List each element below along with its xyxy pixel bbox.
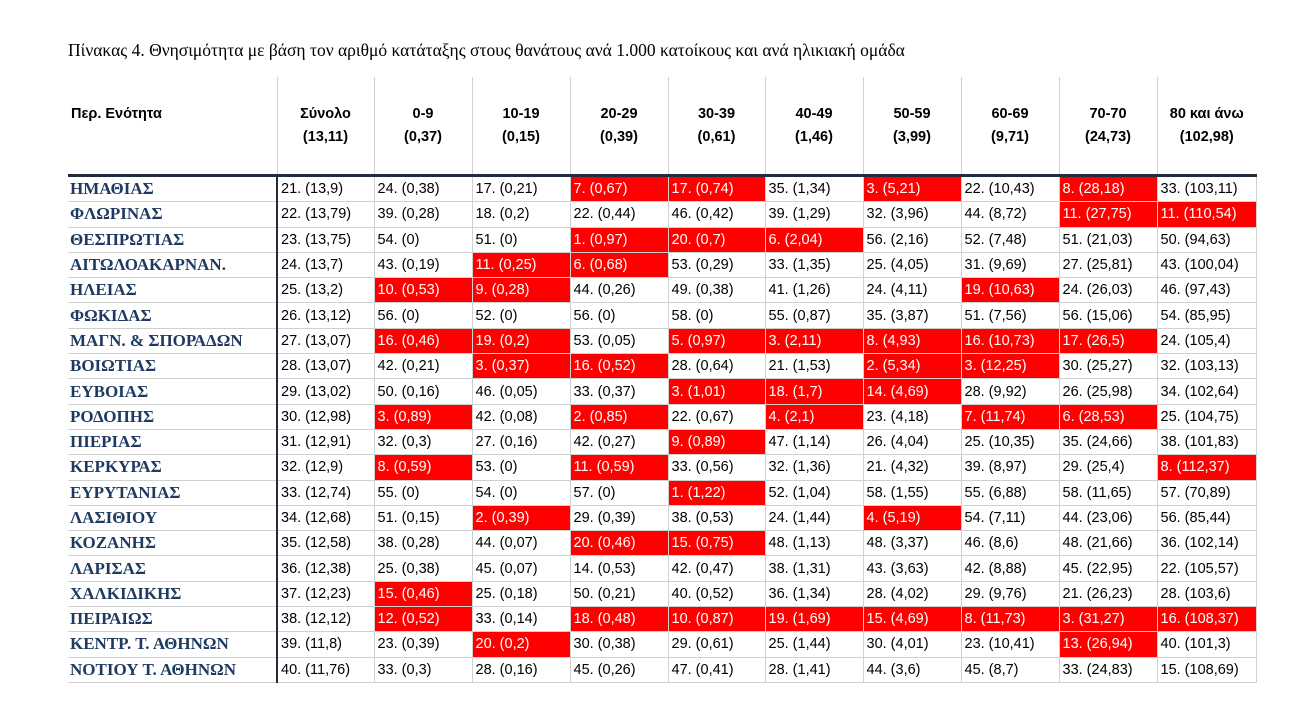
rank-cell: 22. (13,79) <box>277 202 374 227</box>
column-header-average: (3,99) <box>893 128 931 145</box>
rank-cell: 28. (4,02) <box>863 581 961 606</box>
rank-cell: 11. (0,59) <box>570 455 668 480</box>
table-row <box>68 303 1256 328</box>
region-name: ΚΕΡΚΥΡΑΣ <box>68 455 277 480</box>
region-name: ΦΩΚΙΔΑΣ <box>68 303 277 328</box>
rank-cell: 21. (1,53) <box>765 354 863 379</box>
rank-cell: 6. (28,53) <box>1059 404 1157 429</box>
rank-cell: 21. (26,23) <box>1059 581 1157 606</box>
rank-cell: 2. (5,34) <box>863 354 961 379</box>
rank-cell: 15. (4,69) <box>863 607 961 632</box>
rank-cell: 43. (100,04) <box>1157 252 1256 277</box>
rank-cell: 46. (0,05) <box>472 379 570 404</box>
region-name: ΚΕΝΤΡ. Τ. ΑΘΗΝΩΝ <box>68 632 277 657</box>
rank-cell: 22. (0,67) <box>668 404 765 429</box>
rank-cell: 34. (12,68) <box>277 505 374 530</box>
rank-cell: 17. (0,74) <box>668 176 765 202</box>
rank-cell: 21. (4,32) <box>863 455 961 480</box>
table-caption: Πίνακας 4. Θνησιμότητα με βάση τον αριθμό κατάταξης στους θανάτους ανά 1.000 κατοίκους και ανά ηλικιακή ομάδα <box>68 40 905 60</box>
region-name: ΑΙΤΩΛΟΑΚΑΡΝΑΝ. <box>68 252 277 277</box>
rank-cell: 3. (5,21) <box>863 176 961 202</box>
rank-cell: 58. (11,65) <box>1059 480 1157 505</box>
rank-cell: 15. (108,69) <box>1157 657 1256 682</box>
rank-cell: 29. (13,02) <box>277 379 374 404</box>
rank-cell: 15. (0,75) <box>668 531 765 556</box>
rank-cell: 20. (0,2) <box>472 632 570 657</box>
rank-cell: 51. (0) <box>472 227 570 252</box>
rank-cell: 7. (11,74) <box>961 404 1059 429</box>
rank-cell: 12. (0,52) <box>374 607 472 632</box>
region-name: ΚΟΖΑΝΗΣ <box>68 531 277 556</box>
rank-cell: 38. (101,83) <box>1157 429 1256 454</box>
rank-cell: 8. (0,59) <box>374 455 472 480</box>
rank-cell: 3. (12,25) <box>961 354 1059 379</box>
rank-cell: 38. (1,31) <box>765 556 863 581</box>
rank-cell: 1. (1,22) <box>668 480 765 505</box>
rank-cell: 58. (1,55) <box>863 480 961 505</box>
rank-cell: 23. (13,75) <box>277 227 374 252</box>
column-header-label: Σύνολο <box>300 105 351 122</box>
table-row <box>68 455 1256 480</box>
region-name: ΛΑΣΙΘΙΟΥ <box>68 505 277 530</box>
rank-cell: 38. (0,28) <box>374 531 472 556</box>
column-header-label: 70-70 <box>1089 105 1127 122</box>
rank-cell: 53. (0,05) <box>570 328 668 353</box>
rank-cell: 3. (31,27) <box>1059 607 1157 632</box>
rank-cell: 24. (105,4) <box>1157 328 1256 353</box>
region-name: ΡΟΔΟΠΗΣ <box>68 404 277 429</box>
rank-cell: 23. (4,18) <box>863 404 961 429</box>
rank-cell: 35. (1,34) <box>765 176 863 202</box>
rank-cell: 36. (102,14) <box>1157 531 1256 556</box>
rank-cell: 9. (0,89) <box>668 429 765 454</box>
rank-cell: 6. (2,04) <box>765 227 863 252</box>
region-name: ΕΥΒΟΙΑΣ <box>68 379 277 404</box>
table-row <box>68 632 1256 657</box>
table-row <box>68 278 1256 303</box>
column-header-label: 40-49 <box>795 105 833 122</box>
rank-cell: 24. (13,7) <box>277 252 374 277</box>
rank-cell: 2. (0,39) <box>472 505 570 530</box>
rank-cell: 48. (21,66) <box>1059 531 1157 556</box>
rank-cell: 28. (1,41) <box>765 657 863 682</box>
table-row <box>68 429 1256 454</box>
rank-cell: 55. (0,87) <box>765 303 863 328</box>
rank-cell: 26. (13,12) <box>277 303 374 328</box>
rank-cell: 18. (0,2) <box>472 202 570 227</box>
table-row <box>68 404 1256 429</box>
rank-cell: 5. (0,97) <box>668 328 765 353</box>
rank-cell: 39. (8,97) <box>961 455 1059 480</box>
rank-cell: 48. (1,13) <box>765 531 863 556</box>
column-header-label: 30-39 <box>697 105 736 122</box>
rank-cell: 13. (26,94) <box>1059 632 1157 657</box>
column-header-label: 0-9 <box>412 105 434 122</box>
rank-cell: 9. (0,28) <box>472 278 570 303</box>
rank-cell: 48. (3,37) <box>863 531 961 556</box>
rank-cell: 24. (4,11) <box>863 278 961 303</box>
column-header <box>668 77 765 176</box>
rank-cell: 8. (28,18) <box>1059 176 1157 202</box>
column-header-average: (0,15) <box>502 128 540 145</box>
rank-cell: 20. (0,7) <box>668 227 765 252</box>
rank-cell: 50. (0,21) <box>570 581 668 606</box>
region-name: ΗΛΕΙΑΣ <box>68 278 277 303</box>
region-name: ΧΑΛΚΙΔΙΚΗΣ <box>68 581 277 606</box>
rank-cell: 11. (0,25) <box>472 252 570 277</box>
rank-cell: 11. (110,54) <box>1157 202 1256 227</box>
region-name: ΝΟΤΙΟΥ Τ. ΑΘΗΝΩΝ <box>68 657 277 682</box>
rank-cell: 34. (102,64) <box>1157 379 1256 404</box>
rank-cell: 29. (0,61) <box>668 632 765 657</box>
rank-cell: 22. (105,57) <box>1157 556 1256 581</box>
rank-cell: 6. (0,68) <box>570 252 668 277</box>
region-name: ΦΛΩΡΙΝΑΣ <box>68 202 277 227</box>
rank-cell: 39. (0,28) <box>374 202 472 227</box>
column-header-average: (9,71) <box>991 128 1029 145</box>
rank-cell: 29. (9,76) <box>961 581 1059 606</box>
rank-cell: 25. (13,2) <box>277 278 374 303</box>
rank-cell: 45. (0,07) <box>472 556 570 581</box>
rank-cell: 11. (27,75) <box>1059 202 1157 227</box>
column-header <box>961 77 1059 176</box>
rank-cell: 25. (0,38) <box>374 556 472 581</box>
rank-cell: 45. (22,95) <box>1059 556 1157 581</box>
rank-cell: 28. (103,6) <box>1157 581 1256 606</box>
rank-cell: 33. (0,37) <box>570 379 668 404</box>
rank-cell: 42. (0,08) <box>472 404 570 429</box>
column-header-label: 50-59 <box>893 105 931 122</box>
rank-cell: 32. (12,9) <box>277 455 374 480</box>
rank-cell: 54. (0) <box>472 480 570 505</box>
rank-cell: 25. (4,05) <box>863 252 961 277</box>
column-header-average: (0,37) <box>404 128 442 145</box>
rank-cell: 8. (4,93) <box>863 328 961 353</box>
rank-cell: 56. (0) <box>374 303 472 328</box>
table-row <box>68 505 1256 530</box>
rank-cell: 28. (0,16) <box>472 657 570 682</box>
rank-cell: 33. (103,11) <box>1157 176 1256 202</box>
rank-cell: 44. (0,26) <box>570 278 668 303</box>
rank-cell: 56. (0) <box>570 303 668 328</box>
rank-cell: 15. (0,46) <box>374 581 472 606</box>
rank-cell: 47. (0,41) <box>668 657 765 682</box>
rank-cell: 21. (13,9) <box>277 176 374 202</box>
rank-cell: 40. (11,76) <box>277 657 374 682</box>
column-header-average: (13,11) <box>302 128 349 145</box>
rank-cell: 27. (25,81) <box>1059 252 1157 277</box>
rank-cell: 30. (4,01) <box>863 632 961 657</box>
rank-cell: 28. (13,07) <box>277 354 374 379</box>
rank-cell: 25. (10,35) <box>961 429 1059 454</box>
rank-cell: 3. (2,11) <box>765 328 863 353</box>
rank-cell: 45. (8,7) <box>961 657 1059 682</box>
region-name: ΜΑΓΝ. & ΣΠΟΡΑΔΩΝ <box>68 328 277 353</box>
rank-cell: 33. (24,83) <box>1059 657 1157 682</box>
rank-cell: 16. (0,46) <box>374 328 472 353</box>
rank-cell: 54. (0) <box>374 227 472 252</box>
rank-cell: 19. (10,63) <box>961 278 1059 303</box>
rank-cell: 30. (0,38) <box>570 632 668 657</box>
rank-cell: 46. (97,43) <box>1157 278 1256 303</box>
rank-cell: 55. (6,88) <box>961 480 1059 505</box>
rank-cell: 30. (25,27) <box>1059 354 1157 379</box>
table-row <box>68 556 1256 581</box>
column-header-label: 60-69 <box>991 105 1029 122</box>
rank-cell: 16. (10,73) <box>961 328 1059 353</box>
rank-cell: 55. (0) <box>374 480 472 505</box>
rank-cell: 33. (0,14) <box>472 607 570 632</box>
rank-cell: 17. (0,21) <box>472 176 570 202</box>
rank-cell: 28. (9,92) <box>961 379 1059 404</box>
rank-cell: 43. (3,63) <box>863 556 961 581</box>
rank-cell: 39. (11,8) <box>277 632 374 657</box>
rank-cell: 37. (12,23) <box>277 581 374 606</box>
rank-cell: 22. (0,44) <box>570 202 668 227</box>
rank-cell: 22. (10,43) <box>961 176 1059 202</box>
rank-cell: 53. (0,29) <box>668 252 765 277</box>
column-header <box>1059 77 1157 176</box>
rank-cell: 56. (85,44) <box>1157 505 1256 530</box>
rank-cell: 56. (15,06) <box>1059 303 1157 328</box>
rank-cell: 23. (0,39) <box>374 632 472 657</box>
rank-cell: 19. (0,2) <box>472 328 570 353</box>
rank-cell: 32. (1,36) <box>765 455 863 480</box>
rank-cell: 3. (0,89) <box>374 404 472 429</box>
column-header-average: (1,46) <box>795 128 833 145</box>
column-header-average: (102,98) <box>1179 128 1234 145</box>
table-row <box>68 581 1256 606</box>
region-name: ΛΑΡΙΣΑΣ <box>68 556 277 581</box>
rank-cell: 44. (0,07) <box>472 531 570 556</box>
column-header <box>374 77 472 176</box>
rank-cell: 18. (1,7) <box>765 379 863 404</box>
table-body <box>68 176 1256 683</box>
table-row <box>68 328 1256 353</box>
region-name: ΒΟΙΩΤΙΑΣ <box>68 354 277 379</box>
region-name: ΠΕΙΡΑΙΩΣ <box>68 607 277 632</box>
column-header-average: (24,73) <box>1085 128 1131 145</box>
rank-cell: 57. (0) <box>570 480 668 505</box>
table-row <box>68 202 1256 227</box>
column-header-average: (0,39) <box>600 128 638 145</box>
table-row <box>68 354 1256 379</box>
rank-cell: 4. (2,1) <box>765 404 863 429</box>
rank-cell: 18. (0,48) <box>570 607 668 632</box>
rank-cell: 40. (0,52) <box>668 581 765 606</box>
rank-cell: 20. (0,46) <box>570 531 668 556</box>
rank-cell: 42. (8,88) <box>961 556 1059 581</box>
rank-cell: 49. (0,38) <box>668 278 765 303</box>
rank-cell: 50. (94,63) <box>1157 227 1256 252</box>
rank-cell: 8. (112,37) <box>1157 455 1256 480</box>
rank-cell: 33. (1,35) <box>765 252 863 277</box>
rank-cell: 2. (0,85) <box>570 404 668 429</box>
column-header-label: 20-29 <box>600 105 638 122</box>
rank-cell: 58. (0) <box>668 303 765 328</box>
rank-cell: 30. (12,98) <box>277 404 374 429</box>
rank-cell: 10. (0,87) <box>668 607 765 632</box>
rank-cell: 47. (1,14) <box>765 429 863 454</box>
rank-cell: 42. (0,21) <box>374 354 472 379</box>
region-name: ΗΜΑΘΙΑΣ <box>68 176 277 202</box>
mortality-table <box>68 77 1257 683</box>
rank-cell: 14. (0,53) <box>570 556 668 581</box>
table-row <box>68 379 1256 404</box>
rank-cell: 36. (12,38) <box>277 556 374 581</box>
rank-cell: 35. (12,58) <box>277 531 374 556</box>
rank-cell: 43. (0,19) <box>374 252 472 277</box>
rank-cell: 32. (0,3) <box>374 429 472 454</box>
rank-cell: 28. (0,64) <box>668 354 765 379</box>
rank-cell: 35. (3,87) <box>863 303 961 328</box>
rank-cell: 56. (2,16) <box>863 227 961 252</box>
rank-cell: 4. (5,19) <box>863 505 961 530</box>
rank-cell: 33. (0,56) <box>668 455 765 480</box>
rank-cell: 29. (0,39) <box>570 505 668 530</box>
rank-cell: 39. (1,29) <box>765 202 863 227</box>
rank-cell: 36. (1,34) <box>765 581 863 606</box>
rank-cell: 25. (1,44) <box>765 632 863 657</box>
column-header <box>277 77 374 176</box>
rank-cell: 10. (0,53) <box>374 278 472 303</box>
rank-cell: 19. (1,69) <box>765 607 863 632</box>
rank-cell: 46. (8,6) <box>961 531 1059 556</box>
rank-cell: 33. (12,74) <box>277 480 374 505</box>
rank-cell: 27. (13,07) <box>277 328 374 353</box>
rank-cell: 16. (0,52) <box>570 354 668 379</box>
rank-cell: 38. (0,53) <box>668 505 765 530</box>
rank-cell: 35. (24,66) <box>1059 429 1157 454</box>
rank-cell: 46. (0,42) <box>668 202 765 227</box>
rank-cell: 51. (0,15) <box>374 505 472 530</box>
rank-cell: 31. (12,91) <box>277 429 374 454</box>
rank-cell: 7. (0,67) <box>570 176 668 202</box>
column-header-average: (0,61) <box>697 128 736 145</box>
rank-cell: 40. (101,3) <box>1157 632 1256 657</box>
rank-cell: 45. (0,26) <box>570 657 668 682</box>
rank-cell: 38. (12,12) <box>277 607 374 632</box>
rank-cell: 51. (21,03) <box>1059 227 1157 252</box>
rank-cell: 32. (103,13) <box>1157 354 1256 379</box>
rank-cell: 23. (10,41) <box>961 632 1059 657</box>
table-row <box>68 657 1256 682</box>
region-name: ΠΙΕΡΙΑΣ <box>68 429 277 454</box>
header-row <box>68 77 1256 176</box>
rank-cell: 54. (85,95) <box>1157 303 1256 328</box>
rank-cell: 33. (0,3) <box>374 657 472 682</box>
rank-cell: 25. (104,75) <box>1157 404 1256 429</box>
rank-cell: 32. (3,96) <box>863 202 961 227</box>
rank-cell: 16. (108,37) <box>1157 607 1256 632</box>
table-row <box>68 531 1256 556</box>
column-header <box>863 77 961 176</box>
rank-cell: 44. (3,6) <box>863 657 961 682</box>
rank-cell: 44. (23,06) <box>1059 505 1157 530</box>
rank-cell: 14. (4,69) <box>863 379 961 404</box>
rank-cell: 3. (0,37) <box>472 354 570 379</box>
rank-cell: 24. (26,03) <box>1059 278 1157 303</box>
rank-cell: 27. (0,16) <box>472 429 570 454</box>
rank-cell: 31. (9,69) <box>961 252 1059 277</box>
rank-cell: 17. (26,5) <box>1059 328 1157 353</box>
table-row <box>68 480 1256 505</box>
rank-cell: 42. (0,27) <box>570 429 668 454</box>
column-header-label: 10-19 <box>502 105 540 122</box>
rank-cell: 51. (7,56) <box>961 303 1059 328</box>
rank-cell: 26. (25,98) <box>1059 379 1157 404</box>
rank-cell: 54. (7,11) <box>961 505 1059 530</box>
region-name: ΕΥΡΥΤΑΝΙΑΣ <box>68 480 277 505</box>
rank-cell: 8. (11,73) <box>961 607 1059 632</box>
rank-cell: 53. (0) <box>472 455 570 480</box>
table-row <box>68 607 1256 632</box>
rank-cell: 1. (0,97) <box>570 227 668 252</box>
region-name: ΘΕΣΠΡΩΤΙΑΣ <box>68 227 277 252</box>
column-header <box>570 77 668 176</box>
rank-cell: 29. (25,4) <box>1059 455 1157 480</box>
column-header-region <box>68 77 277 176</box>
column-header-label: Περ. Ενότητα <box>71 106 162 122</box>
rank-cell: 24. (0,38) <box>374 176 472 202</box>
column-header <box>765 77 863 176</box>
rank-cell: 42. (0,47) <box>668 556 765 581</box>
rank-cell: 3. (1,01) <box>668 379 765 404</box>
rank-cell: 44. (8,72) <box>961 202 1059 227</box>
rank-cell: 41. (1,26) <box>765 278 863 303</box>
rank-cell: 52. (1,04) <box>765 480 863 505</box>
rank-cell: 25. (0,18) <box>472 581 570 606</box>
rank-cell: 52. (0) <box>472 303 570 328</box>
rank-cell: 57. (70,89) <box>1157 480 1256 505</box>
table-row <box>68 252 1256 277</box>
rank-cell: 50. (0,16) <box>374 379 472 404</box>
column-header-label: 80 και άνω <box>1169 105 1244 122</box>
table-row <box>68 176 1256 202</box>
rank-cell: 24. (1,44) <box>765 505 863 530</box>
column-header <box>472 77 570 176</box>
column-header <box>1157 77 1256 176</box>
rank-cell: 26. (4,04) <box>863 429 961 454</box>
table-row <box>68 227 1256 252</box>
rank-cell: 52. (7,48) <box>961 227 1059 252</box>
